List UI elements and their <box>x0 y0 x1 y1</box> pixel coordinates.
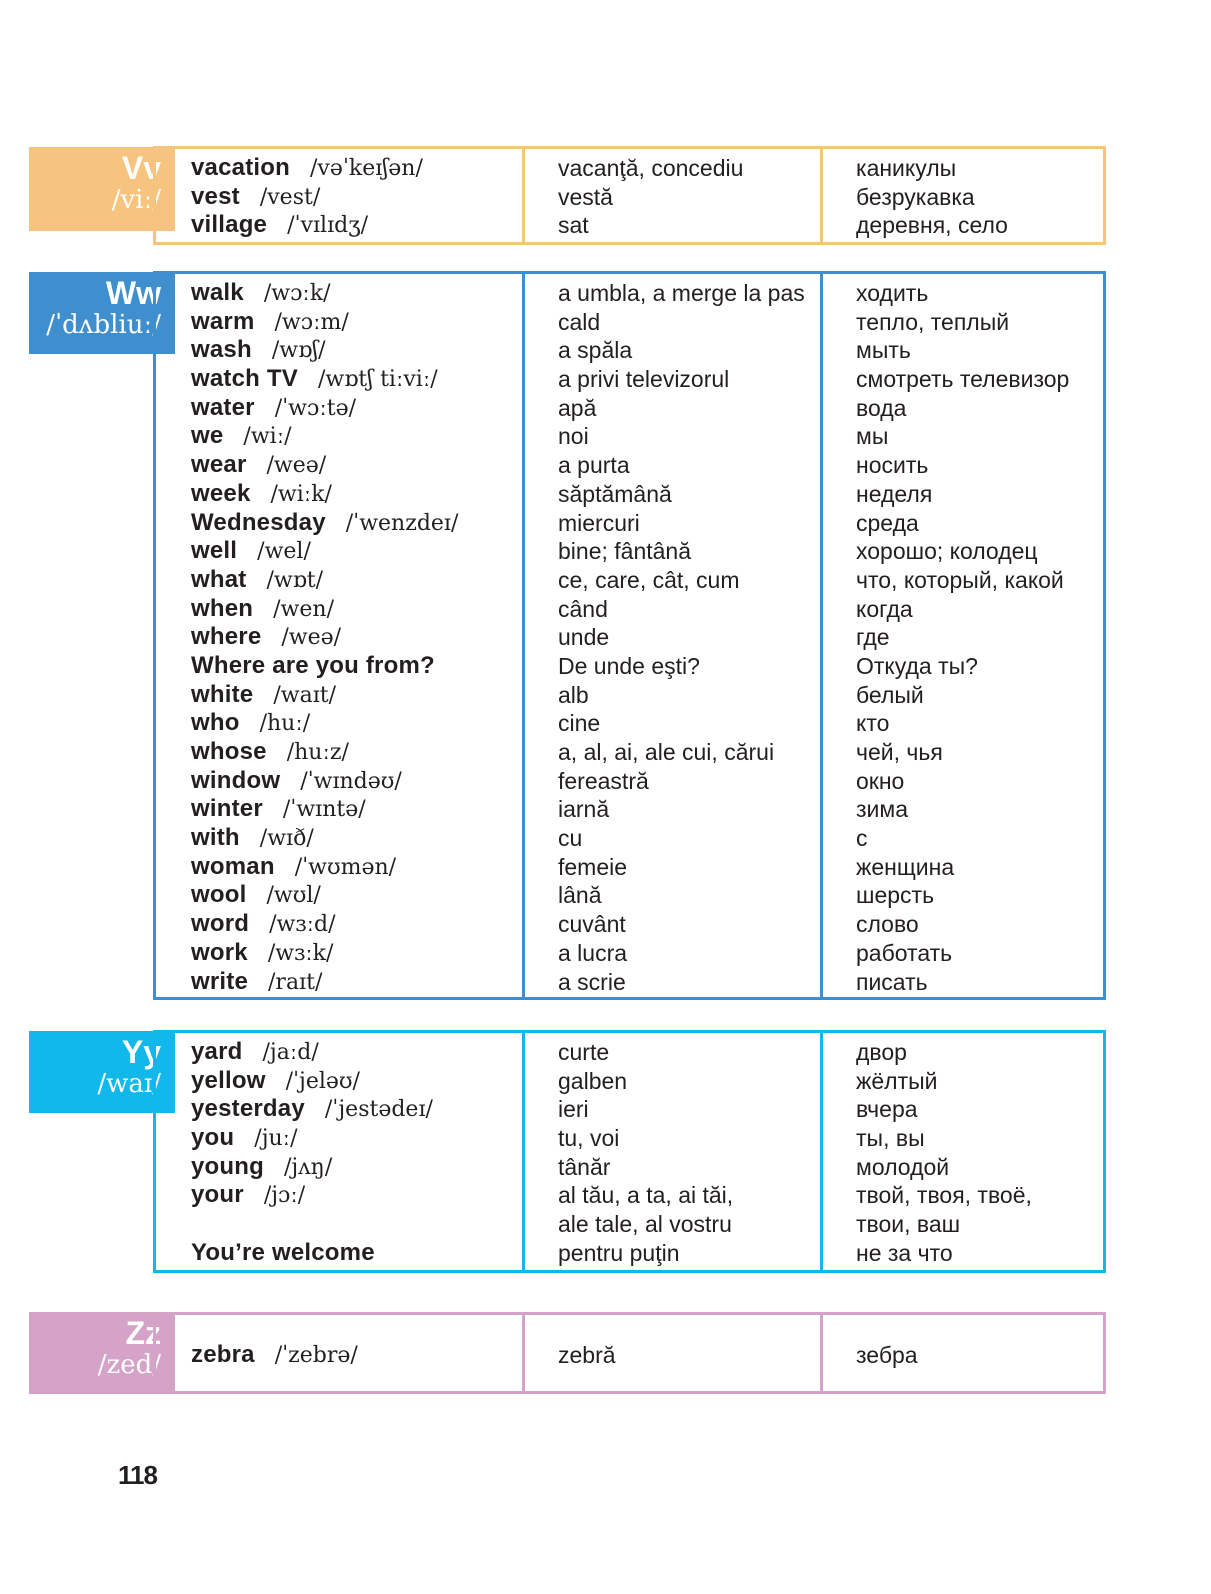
col-russian-w <box>856 279 1069 996</box>
entry-english <box>191 1239 433 1268</box>
letter-w-pron: /ˈdʌbliuː/ <box>46 310 161 340</box>
entry-ipa: /ˈwɪntə/ <box>282 797 366 823</box>
entry-word: winter <box>191 795 263 823</box>
col-russian-y <box>856 1038 1032 1268</box>
col-english-v <box>191 154 423 240</box>
entry-english <box>191 183 423 212</box>
entry-ipa: /ˈjestədeɪ/ <box>324 1097 433 1123</box>
entry-russian: твои, ваш <box>856 1211 961 1238</box>
entry-romanian: când <box>558 595 608 622</box>
entry-romanian: fereastră <box>558 767 649 794</box>
entry-word: who <box>191 709 240 737</box>
entry-romanian: ale tale, al vostru <box>558 1211 732 1238</box>
entry-russian: с <box>856 825 868 852</box>
entry-word: when <box>191 594 254 622</box>
entry-word: zebra <box>191 1341 255 1368</box>
entry-english <box>191 595 458 624</box>
entry-romanian: a, al, ai, ale cui, cărui <box>558 739 775 765</box>
entry-english <box>191 279 458 308</box>
entry-romanian: a purta <box>558 452 630 479</box>
entry-english <box>191 1153 433 1182</box>
entry-romanian: apă <box>558 394 597 421</box>
entry-ipa: /wɪð/ <box>259 826 314 852</box>
letter-w: Ww <box>105 275 161 311</box>
entry-word: well <box>191 537 238 565</box>
entry-word: water <box>191 393 255 421</box>
entry-english <box>191 824 458 853</box>
entry-english <box>191 422 458 451</box>
entry-english <box>191 910 458 939</box>
entry-ipa: /raɪt/ <box>268 969 323 995</box>
entry-english <box>191 1095 433 1124</box>
entry-english <box>191 1124 433 1153</box>
entry-russian: окно <box>856 767 905 794</box>
col-romanian-v <box>558 154 743 240</box>
entry-ipa: /wɜːk/ <box>267 940 334 966</box>
entry-romanian: galben <box>558 1067 628 1094</box>
entry-ipa: /ˈwʊmən/ <box>294 854 397 880</box>
entry-word: we <box>191 422 224 450</box>
entry-word: with <box>191 824 240 852</box>
entry-word: white <box>191 680 254 708</box>
entry-russian: жёлтый <box>856 1067 938 1094</box>
entry-ipa: /wɒʃ/ <box>271 338 326 364</box>
entry-romanian: cu <box>558 825 583 852</box>
entry-russian: не за что <box>856 1239 953 1266</box>
entry-russian: слово <box>856 911 919 938</box>
entry-russian: твой, твоя, твоё, <box>856 1182 1032 1209</box>
entry-english <box>191 709 458 738</box>
col-romanian-y <box>558 1038 733 1268</box>
entry-english <box>191 767 458 796</box>
entry-ipa: /weə/ <box>266 453 327 479</box>
entry-english <box>191 451 458 480</box>
entry-word: word <box>191 910 250 938</box>
entry-russian: мы <box>856 423 889 450</box>
entry-russian: молодой <box>856 1153 950 1180</box>
entry-english <box>191 211 423 240</box>
entry-russian: носить <box>856 452 929 479</box>
entry-word: vest <box>191 182 240 210</box>
letter-y: Yy <box>121 1034 161 1070</box>
entry-english <box>191 681 458 710</box>
entry-romanian: vestă <box>558 183 613 210</box>
entry-romanian: cine <box>558 710 601 737</box>
entry-russian: где <box>856 624 890 651</box>
entry-word: woman <box>191 852 275 880</box>
entry-ipa: /weə/ <box>281 625 342 651</box>
entry-ipa: /ˈwɔːtə/ <box>274 395 356 421</box>
entry-romanian: a privi televizorul <box>558 366 730 393</box>
entry-ipa: /jaːd/ <box>262 1040 319 1065</box>
entry-russian: чей, чья <box>856 739 943 765</box>
col-romanian-w <box>558 279 805 996</box>
entry-english <box>191 336 458 365</box>
entry-ipa: /wiːk/ <box>270 481 332 507</box>
entry-word: what <box>191 565 247 593</box>
entry-ipa: /vest/ <box>259 184 321 210</box>
entry-romanian: cuvânt <box>558 911 626 938</box>
entry-word: Where are you from? <box>191 651 435 679</box>
entry-ipa: /wen/ <box>273 596 334 622</box>
entry-russian: Откуда ты? <box>856 652 978 679</box>
entry-word: your <box>191 1181 244 1209</box>
entry-english <box>191 566 458 595</box>
entry-romanian: alb <box>558 681 589 708</box>
entry-english <box>191 939 458 968</box>
entry-english <box>191 881 458 910</box>
entry-russian: работать <box>856 939 953 966</box>
entry-russian: смотреть телевизор <box>856 366 1070 393</box>
entry-romanian: De unde eşti? <box>558 652 700 679</box>
col-english-z <box>191 1341 358 1370</box>
entry-word: young <box>191 1152 264 1180</box>
entry-romanian: femeie <box>558 853 628 880</box>
entry-russian: неделя <box>856 480 933 507</box>
entry-word: yellow <box>191 1066 266 1094</box>
entry-english <box>191 795 458 824</box>
entry-ipa: /wɒt/ <box>266 567 324 593</box>
entry-russian: мыть <box>856 337 911 364</box>
entry-word: where <box>191 623 262 651</box>
col-english-y <box>191 1038 433 1268</box>
entry-russian: двор <box>856 1039 907 1065</box>
entry-ipa: /ˈjeləʊ/ <box>285 1068 360 1094</box>
entry-russian: каникулы <box>856 155 957 181</box>
entry-word: You’re welcome <box>191 1238 375 1266</box>
entry-ipa: /ˈvɪlɪdʒ/ <box>287 213 369 239</box>
entry-word: vacation <box>191 154 290 181</box>
entry-russian: вода <box>856 394 907 421</box>
entry-russian: белый <box>856 681 924 708</box>
entry-romanian: iarnă <box>558 796 610 823</box>
entry-romanian: sat <box>558 212 589 239</box>
entry-english <box>191 154 423 183</box>
entry-romanian: tu, voi <box>558 1125 620 1152</box>
entry-romanian: unde <box>558 624 610 651</box>
entry-english <box>191 537 458 566</box>
col-english-w <box>191 279 458 996</box>
entry-ipa: /jɔː/ <box>263 1183 306 1209</box>
entry-ipa: /wɒtʃ tiːviː/ <box>317 367 438 393</box>
entry-ipa: /jʌŋ/ <box>284 1154 333 1180</box>
entry-word: village <box>191 211 268 239</box>
entry-word: yesterday <box>191 1095 305 1123</box>
entry-romanian: bine; fântână <box>558 538 692 565</box>
entry-word: Wednesday <box>191 508 326 536</box>
entry-word: week <box>191 479 251 507</box>
entry-romanian: a spăla <box>558 337 633 364</box>
entry-english <box>191 1341 358 1370</box>
entry-romanian: a lucra <box>558 939 628 966</box>
entry-romanian: cald <box>558 308 601 335</box>
entry-romanian: ce, care, cât, cum <box>558 566 740 593</box>
entry-ipa: /huːz/ <box>286 740 349 765</box>
entry-word: wash <box>191 336 252 364</box>
entry-english <box>191 509 458 538</box>
letter-v: Vv <box>121 150 161 186</box>
entry-romanian: a umbla, a merge la pas <box>558 280 805 306</box>
entry-ipa: /wʊl/ <box>266 883 321 909</box>
entry-russian: зебра <box>856 1342 918 1368</box>
entry-romanian: noi <box>558 423 589 450</box>
entry-ipa: /vəˈkeɪʃən/ <box>309 156 423 181</box>
entry-russian: безрукавка <box>856 183 975 210</box>
entry-russian: деревня, село <box>856 212 1008 239</box>
entry-word: yard <box>191 1038 243 1065</box>
entry-romanian: tânăr <box>558 1153 611 1180</box>
entry-russian: ходить <box>856 280 929 306</box>
entry-english <box>191 853 458 882</box>
entry-word: wool <box>191 881 247 909</box>
entry-ipa: /wɔːk/ <box>263 281 331 306</box>
entry-ipa: /ˈzebrə/ <box>274 1343 358 1368</box>
entry-english <box>191 738 458 767</box>
entry-english <box>191 1038 433 1067</box>
entry-english <box>191 1181 433 1210</box>
letter-z-pron: /zed/ <box>97 1350 161 1380</box>
entry-ipa: /huː/ <box>259 711 311 737</box>
entry-russian: зима <box>856 796 908 823</box>
entry-romanian: săptămână <box>558 480 672 507</box>
entry-ipa: /wel/ <box>257 539 311 565</box>
entry-english <box>191 1210 433 1239</box>
entry-russian: когда <box>856 595 913 622</box>
entry-romanian: miercuri <box>558 509 640 536</box>
entry-romanian: a scrie <box>558 968 626 995</box>
entry-ipa: /ˈwɪndəʊ/ <box>300 768 402 794</box>
entry-word: whose <box>191 738 267 765</box>
entry-russian: писать <box>856 968 928 995</box>
entry-english <box>191 1067 433 1096</box>
entry-word: walk <box>191 279 244 306</box>
entry-word: wear <box>191 451 247 479</box>
entry-word: work <box>191 938 248 966</box>
entry-word: watch TV <box>191 365 298 393</box>
entry-romanian: curte <box>558 1039 610 1065</box>
entry-russian: вчера <box>856 1096 918 1123</box>
entry-word: window <box>191 766 281 794</box>
entry-romanian: zebră <box>558 1342 616 1368</box>
entry-russian: женщина <box>856 853 955 880</box>
entry-word: you <box>191 1124 235 1152</box>
entry-russian: шерсть <box>856 882 935 909</box>
entry-romanian: vacanţă, concediu <box>558 155 744 181</box>
entry-russian: тепло, теплый <box>856 308 1010 335</box>
entry-romanian: pentru puţin <box>558 1239 680 1266</box>
col-russian-z <box>856 1341 918 1370</box>
entry-russian: кто <box>856 710 890 737</box>
letter-y-pron: /waɪ/ <box>97 1069 161 1099</box>
entry-word: warm <box>191 307 255 335</box>
letter-z: Zz <box>125 1315 161 1351</box>
entry-russian: ты, вы <box>856 1125 925 1152</box>
entry-ipa: /waɪt/ <box>273 682 336 708</box>
entry-ipa: /ˈwenzdeɪ/ <box>345 510 459 536</box>
col-romanian-z <box>558 1341 616 1370</box>
entry-romanian: ieri <box>558 1096 589 1123</box>
letter-v-pron: /viː/ <box>111 185 161 215</box>
entry-word: write <box>191 967 249 995</box>
entry-english <box>191 968 458 997</box>
entry-romanian: al tău, a ta, ai tăi, <box>558 1182 734 1209</box>
entry-romanian: lână <box>558 882 602 909</box>
entry-english <box>191 480 458 509</box>
entry-ipa: /wɜːd/ <box>269 912 336 938</box>
entry-english <box>191 365 458 394</box>
col-russian-v <box>856 154 1008 240</box>
entry-ipa: /wɔːm/ <box>274 309 349 335</box>
entry-russian: среда <box>856 509 919 536</box>
entry-ipa: /juː/ <box>254 1126 298 1152</box>
entry-ipa: /wiː/ <box>243 424 292 450</box>
entry-russian: хорошо; колодец <box>856 538 1038 565</box>
page-number: 118 <box>118 1460 157 1490</box>
entry-english <box>191 308 458 337</box>
entry-russian: что, который, какой <box>856 566 1064 593</box>
entry-english <box>191 652 458 681</box>
entry-english <box>191 623 458 652</box>
entry-english <box>191 394 458 423</box>
